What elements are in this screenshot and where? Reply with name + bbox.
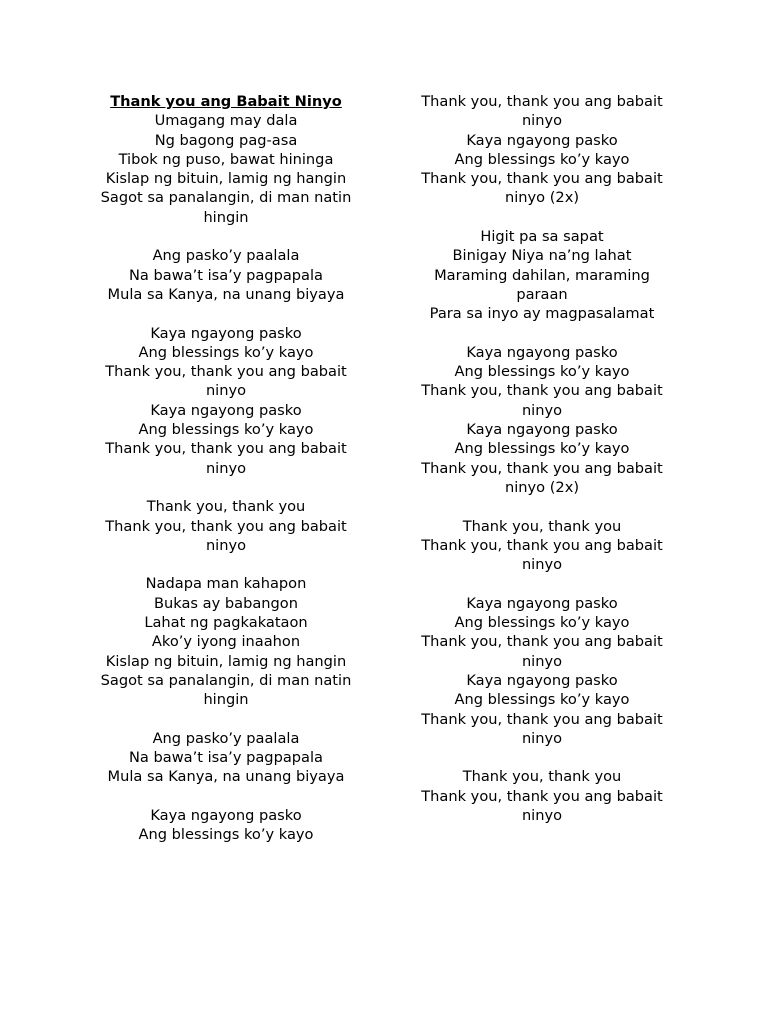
right-lyrics bbox=[400, 92, 684, 825]
stanza-gap bbox=[84, 478, 368, 497]
lyric-line: Ang blessings ko’y kayo bbox=[454, 614, 630, 632]
lyric-line: Ang blessings ko’y kayo bbox=[454, 150, 630, 168]
lyric-line: Sagot sa panalangin, di man natin bbox=[100, 189, 352, 207]
lyric-line: Ang blessings ko’y kayo bbox=[454, 440, 630, 458]
lyric-line: Kaya ngayong pasko bbox=[466, 131, 618, 149]
lyric-line: hingin bbox=[203, 691, 249, 709]
lyric-line: Kislap ng bituin, lamig ng hangin bbox=[105, 652, 347, 670]
stanza-gap bbox=[400, 574, 684, 593]
lyric-line: Kaya ngayong pasko bbox=[150, 806, 302, 824]
lyric-line: ninyo bbox=[205, 536, 247, 554]
lyric-line: ninyo bbox=[521, 112, 563, 130]
stanza-gap bbox=[400, 324, 684, 343]
lyric-line: Umagang may dala bbox=[154, 112, 298, 130]
stanza-gap bbox=[84, 787, 368, 806]
lyric-line: Na bawa’t isa’y pagpapala bbox=[129, 749, 323, 767]
right-column bbox=[400, 92, 684, 825]
lyric-line: Kislap ng bituin, lamig ng hangin bbox=[105, 170, 347, 188]
lyric-line: Thank you, thank you bbox=[462, 768, 622, 786]
lyric-line: Thank you, thank you ang babait bbox=[105, 363, 347, 381]
lyric-line: paraan bbox=[516, 285, 568, 303]
lyric-line: Kaya ngayong pasko bbox=[150, 401, 302, 419]
lyric-line: Thank you, thank you ang babait bbox=[421, 633, 663, 651]
lyric-line: Kaya ngayong pasko bbox=[466, 594, 618, 612]
lyric-line: Thank you, thank you ang babait bbox=[421, 787, 663, 805]
left-column bbox=[84, 92, 368, 845]
stanza-gap bbox=[84, 227, 368, 246]
lyric-line: Sagot sa panalangin, di man natin bbox=[100, 671, 352, 689]
stanza-gap bbox=[400, 497, 684, 516]
lyric-line: Thank you, thank you bbox=[462, 517, 622, 535]
lyric-line: Para sa inyo ay magpasalamat bbox=[429, 305, 655, 323]
lyric-line: Thank you, thank you ang babait bbox=[105, 440, 347, 458]
lyric-line: Ang pasko’y paalala bbox=[152, 247, 300, 265]
lyric-line: Kaya ngayong pasko bbox=[466, 421, 618, 439]
lyric-line: Thank you, thank you ang babait bbox=[421, 536, 663, 554]
lyric-line: Tibok ng puso, bawat hininga bbox=[118, 150, 334, 168]
lyric-line: Mula sa Kanya, na unang biyaya bbox=[107, 285, 345, 303]
lyric-line: Ang blessings ko’y kayo bbox=[454, 363, 630, 381]
lyric-line: ninyo bbox=[521, 729, 563, 747]
lyric-line: Ang blessings ko’y kayo bbox=[138, 826, 314, 844]
lyric-line: Lahat ng pagkakataon bbox=[144, 614, 308, 632]
lyric-line: Ang blessings ko’y kayo bbox=[138, 421, 314, 439]
lyric-line: Ang blessings ko’y kayo bbox=[138, 343, 314, 361]
lyric-line: ninyo bbox=[205, 382, 247, 400]
lyric-line: ninyo bbox=[521, 556, 563, 574]
lyric-line: Ang pasko’y paalala bbox=[152, 729, 300, 747]
lyric-line: ninyo bbox=[521, 806, 563, 824]
lyric-line: Bukas ay babangon bbox=[154, 594, 298, 612]
lyric-line: Maraming dahilan, maraming bbox=[434, 266, 650, 284]
lyric-line: Higit pa sa sapat bbox=[480, 228, 604, 246]
lyric-line: Thank you, thank you ang babait bbox=[421, 710, 663, 728]
lyric-line: Thank you, thank you ang babait bbox=[421, 170, 663, 188]
lyric-line: Thank you, thank you ang babait bbox=[421, 382, 663, 400]
lyric-line: ninyo (2x) bbox=[504, 478, 580, 496]
lyric-line: ninyo bbox=[521, 401, 563, 419]
stanza-gap bbox=[84, 710, 368, 729]
lyric-line: ninyo bbox=[521, 652, 563, 670]
lyric-line: Na bawa’t isa’y pagpapala bbox=[129, 266, 323, 284]
song-title: Thank you ang Babait Ninyo bbox=[110, 93, 342, 110]
stanza-gap bbox=[400, 748, 684, 767]
lyric-line: Thank you, thank you bbox=[146, 498, 306, 516]
lyric-line: Thank you, thank you ang babait bbox=[421, 459, 663, 477]
stanza-gap bbox=[84, 304, 368, 323]
lyric-line: Thank you, thank you ang babait bbox=[105, 517, 347, 535]
lyric-line: ninyo bbox=[205, 459, 247, 477]
lyric-line: Thank you, thank you ang babait bbox=[421, 93, 663, 110]
stanza-gap bbox=[84, 555, 368, 574]
lyric-line: Kaya ngayong pasko bbox=[150, 324, 302, 342]
lyric-line: Ako’y iyong inaahon bbox=[151, 633, 301, 651]
lyric-line: Ang blessings ko’y kayo bbox=[454, 691, 630, 709]
lyric-line: ninyo (2x) bbox=[504, 189, 580, 207]
stanza-gap bbox=[400, 208, 684, 227]
lyric-line: Nadapa man kahapon bbox=[145, 575, 307, 593]
lyric-line: Kaya ngayong pasko bbox=[466, 671, 618, 689]
lyric-line: hingin bbox=[203, 208, 249, 226]
lyric-line: Kaya ngayong pasko bbox=[466, 343, 618, 361]
lyric-line: Mula sa Kanya, na unang biyaya bbox=[107, 768, 345, 786]
left-lyrics bbox=[84, 111, 368, 844]
lyric-line: Ng bagong pag-asa bbox=[154, 131, 298, 149]
lyric-line: Binigay Niya na’ng lahat bbox=[452, 247, 632, 265]
